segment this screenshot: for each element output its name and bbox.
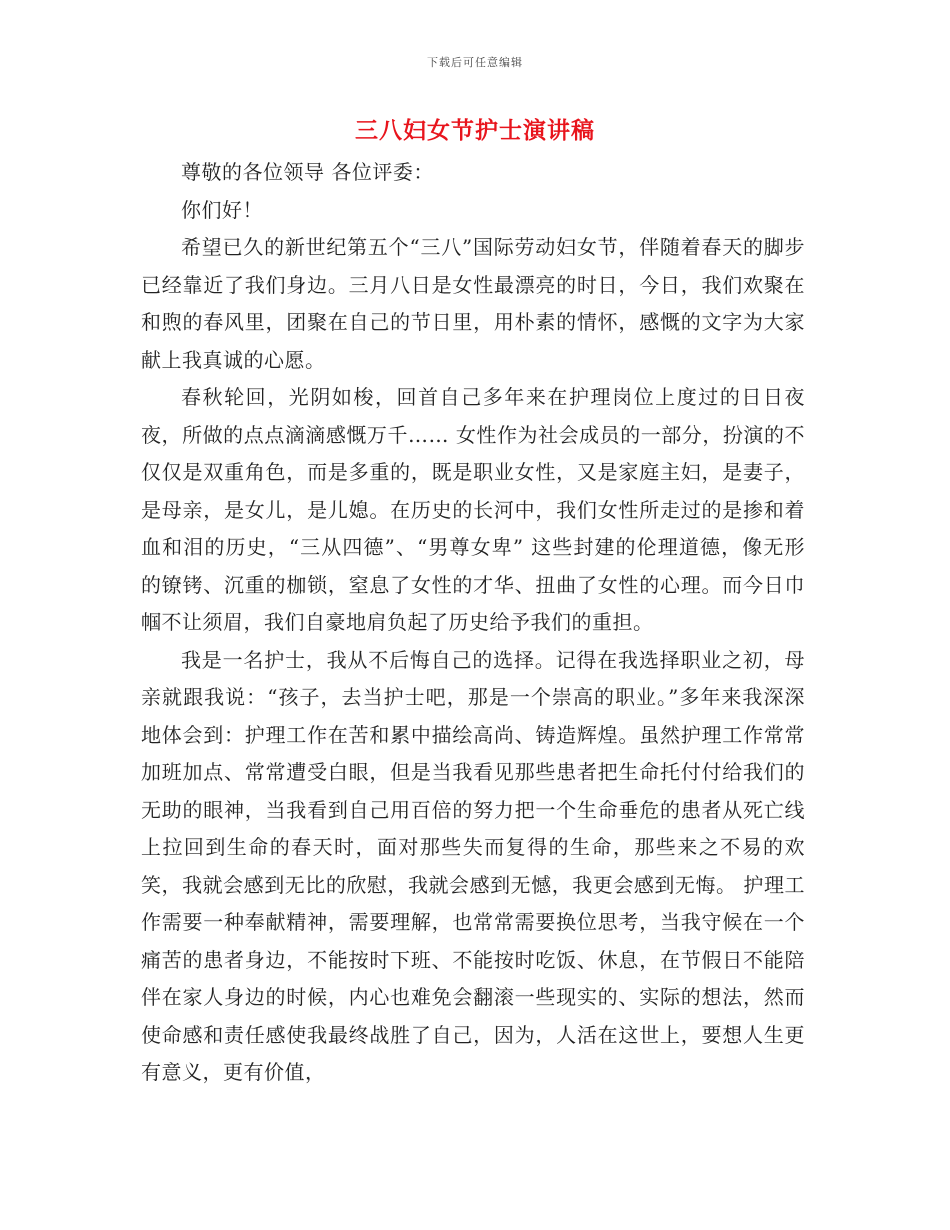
salutation: 尊敬的各位领导 各位评委： (181, 160, 434, 184)
paragraph: 我是一名护士，我从不后悔自己的选择。记得在我选择职业之初，母亲就跟我说：“孩子，去当护士吧，那是一个崇高的职业。”多年来我深深地体会到：护理工作在苦和累中描绘高尚、铸造辉煌。虽然护理工作常常加班加点、常常遭受白眼，但是当我看见那些患者把生命托付付给我们的无助的眼神，当我看到自己用百倍的努力把一个生命垂危的患者从死亡线上拉回到生命的春天时，面对那些失而复得的生命，那些来之不易的欢笑，我就会感到无比的欣慰，我就会感到无憾，我更会感到无悔。 护理工作需要一种奉献精神，需要理解，也常常需要换位思考，当我守候在一个痛苦的患者身边，不能按时下班、不能按时吃饭、休息，在节假日不能陪伴在家人身边的时候，内心也难免会翻滚一些现实的、实际的想法，然而使命感和责任感使我最终战胜了自己，因为，人活在这世上，要想人生更有意义，更有价值， (141, 647, 805, 1084)
paragraph: 春秋轮回，光阴如梭，回首自己多年来在护理岗位上度过的日日夜夜，所做的点点滴滴感慨万千…… 女性作为社会成员的一部分，扮演的不仅仅是双重角色，而是多重的，既是职业女性，又是家庭主妇，是妻子，是母亲，是女儿，是儿媳。在历史的长河中，我们女性所走过的是掺和着血和泪的历史，“三从四德”、“男尊女卑” 这些封建的伦理道德，像无形的镣铐、沉重的枷锁，窒息了女性的才华、扭曲了女性的心理。而今日巾帼不让须眉，我们自豪地肩负起了历史给予我们的重担。 (141, 385, 805, 634)
greeting: 你们好！ (181, 197, 263, 222)
document-body (141, 154, 805, 1092)
paragraph: 希望已久的新世纪第五个“三八”国际劳动妇女节，伴随着春天的脚步已经靠近了我们身边。三月八日是女性最漂亮的时日，今日，我们欢聚在和煦的春风里，团聚在自己的节日里，用朴素的情怀，感慨的文字为大家献上我真诚的心愿。 (141, 235, 805, 372)
header-note: 下载后可任意编辑 (427, 56, 523, 69)
document-title: 三八妇女节护士演讲稿 (355, 117, 595, 144)
